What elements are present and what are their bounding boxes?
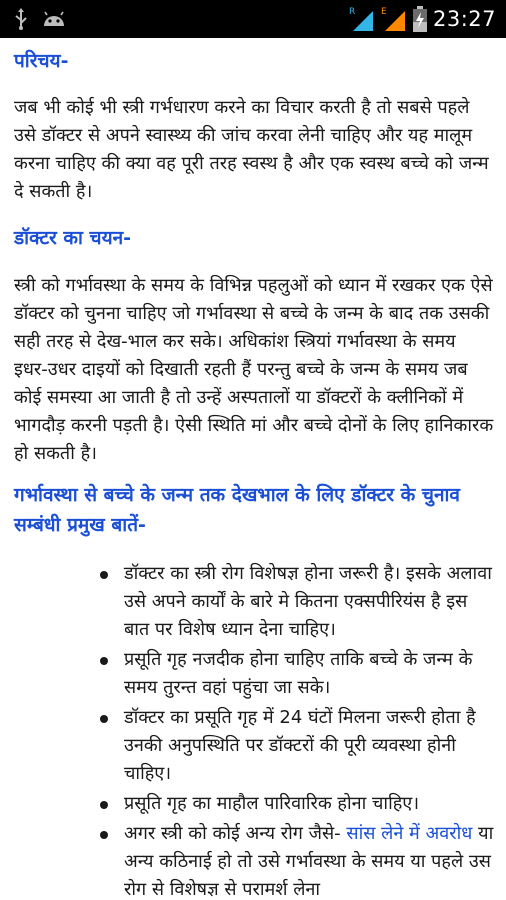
article-content[interactable] <box>0 38 506 900</box>
list-item-text: डॉक्टर का प्रसूति गृह में 24 घंटों मिलना जरूरी होता है उनकी अनुपस्थिति पर डॉक्टरों की पूरी व्यवस्था होनी चाहिए। <box>124 707 476 784</box>
section-heading-key-points: गर्भावस्था से बच्चे के जन्म तक देखभाल के लिए डॉक्टर के चुनाव सम्बंधी प्रमुख बातें- <box>14 484 460 536</box>
usb-icon <box>14 8 28 30</box>
status-clock: 23:27 <box>432 7 496 31</box>
android-icon <box>42 10 66 28</box>
bullet-icon <box>100 715 108 723</box>
list-item <box>100 820 495 900</box>
bullet-icon <box>100 801 108 809</box>
bullet-icon <box>100 657 108 665</box>
signal-e-icon <box>381 5 407 33</box>
list-item <box>100 704 495 788</box>
section-heading-intro: परिचय- <box>14 50 69 72</box>
list-item-text: प्रसूति गृह का माहौल पारिवारिक होना चाहिए। <box>124 793 420 814</box>
bullet-icon <box>100 831 108 839</box>
list-item <box>100 560 495 644</box>
list-item-text: डॉक्टर का स्त्री रोग विशेषज्ञ होना जरूरी है। इसके अलावा उसे अपने कार्यों के बारे मे कितना एक्सपीरियंस है इस बात पर विशेष ध्यान देना चाहिए। <box>124 563 492 640</box>
list-item-text-suffix: या अन्य कठिनाई हो तो उसे गर्भावस्था के समय या पहले उस रोग से विशेषज्ञ से परामर्श लेना <box>124 823 494 900</box>
list-item <box>100 790 495 818</box>
network-label-r: R <box>348 7 356 17</box>
status-bar <box>0 0 506 38</box>
signal-r-icon <box>349 5 375 33</box>
battery-charging-icon <box>413 6 427 32</box>
bullet-icon <box>100 571 108 579</box>
section-text-doctor-selection: स्त्री को गर्भावस्था के समय के विभिन्न पहलुओं को ध्यान में रखकर एक ऐसे डॉक्टर को चुनना चाहिए जो गर्भावस्था से बच्चे के जन्म के बाद तक उसकी सही तरह से देख-भाल कर सके। अधिकांश स्त्रियां गर्भावस्था के समय इधर-उधर दाइयों को दिखाती रहती हैं परन्तु बच्चे के जन्म के समय जब कोई समस्या आ जाती है तो उन्हें अस्पतालों या डॉक्टरों के क्लीनिकों में भागदौड़ करनी पड़ती है। ऐसी स्थिति मां और बच्चे दोनों के लिए हानिकारक हो सकती है। <box>14 275 494 464</box>
list-item-text-prefix: अगर स्त्री को कोई अन्य रोग जैसे- <box>124 823 341 844</box>
section-heading-doctor-selection: डॉक्टर का चयन- <box>14 227 132 249</box>
key-points-list <box>100 560 495 900</box>
network-label-e: E <box>380 7 387 17</box>
status-bar-right <box>349 0 506 38</box>
list-item <box>100 646 495 702</box>
list-item-text: प्रसूति गृह नजदीक होना चाहिए ताकि बच्चे के जन्म के समय तुरन्त वहां पहुंचा जा सके। <box>124 649 473 698</box>
section-text-intro: जब भी कोई भी स्त्री गर्भधारण करने का विचार करती है तो सबसे पहले उसे डॉक्टर से अपने स्वास्थ्य की जांच करवा लेनी चाहिए और यह मालूम करना चाहिए की क्या वह पूरी तरह स्वस्थ है और एक स्वस्थ बच्चे को जन्म दे सकती है। <box>14 97 489 202</box>
breathing-obstruction-link[interactable]: सांस लेने में अवरोध <box>346 823 473 844</box>
status-bar-left <box>0 0 66 38</box>
